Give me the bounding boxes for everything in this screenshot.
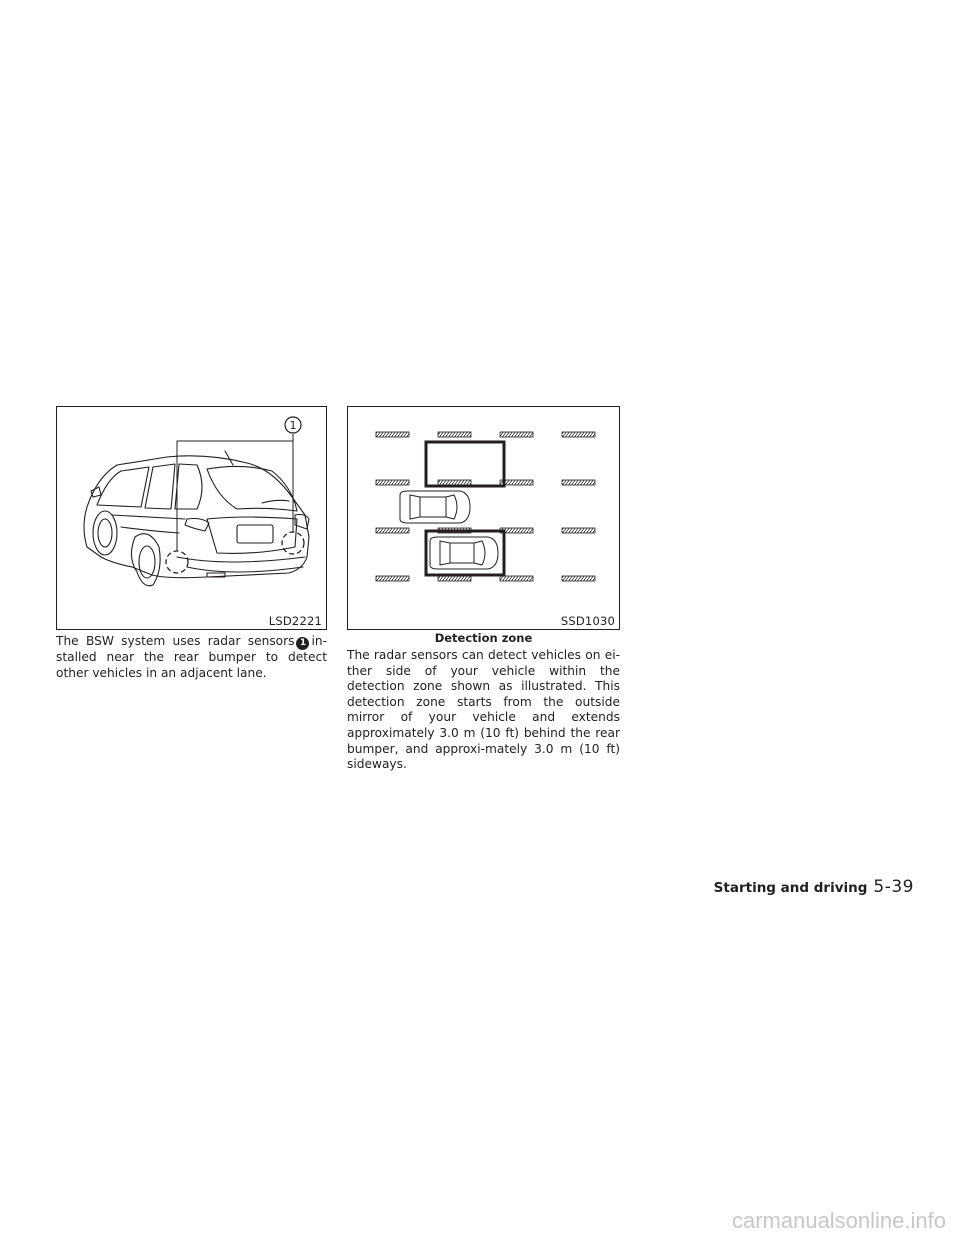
bsw-sensor-paragraph: [56, 634, 327, 681]
figure-code: SSD1030: [560, 614, 615, 628]
figure-radar-sensor-location: [56, 406, 327, 630]
adjacent-vehicle: [400, 491, 470, 523]
callout-badge: 1: [296, 637, 309, 650]
figure-code: LSD2221: [268, 614, 322, 628]
detection-zone-diagram: [348, 407, 619, 629]
detection-zone-lower: [426, 531, 504, 575]
watermark-url: carmanualsonline.info: [731, 1208, 946, 1233]
section-title: Starting and driving: [713, 880, 868, 896]
paragraph-text-after: in-stalled near the rear bumper to detect other vehicles in an adjacent lane.: [56, 634, 327, 680]
lane-markings: [376, 432, 595, 581]
page-number: 5-39: [873, 877, 914, 897]
detection-zone-paragraph: The radar sensors can detect vehicles on ei-ther side of your vehicle within the detection zone shown as illustrated. This detection zone starts from the outside mirror of your vehicle and extends approximately 3.0 m (10 ft) behind the rear bumper, and approxi-mately 3.0 m (10 ft) sideways.: [347, 648, 620, 772]
detection-zone-upper: [426, 442, 504, 486]
figure-caption: Detection zone: [434, 631, 533, 645]
vehicle-rear-illustration: [57, 407, 326, 629]
own-vehicle: [430, 537, 498, 569]
page-footer: [714, 877, 914, 897]
figure-detection-zone: [347, 406, 620, 630]
paragraph-text-before: The BSW system uses radar sensors: [56, 634, 295, 648]
left-sensor-marker: [166, 551, 188, 573]
right-sensor-marker: [282, 532, 304, 554]
callout-number: 1: [289, 419, 297, 432]
